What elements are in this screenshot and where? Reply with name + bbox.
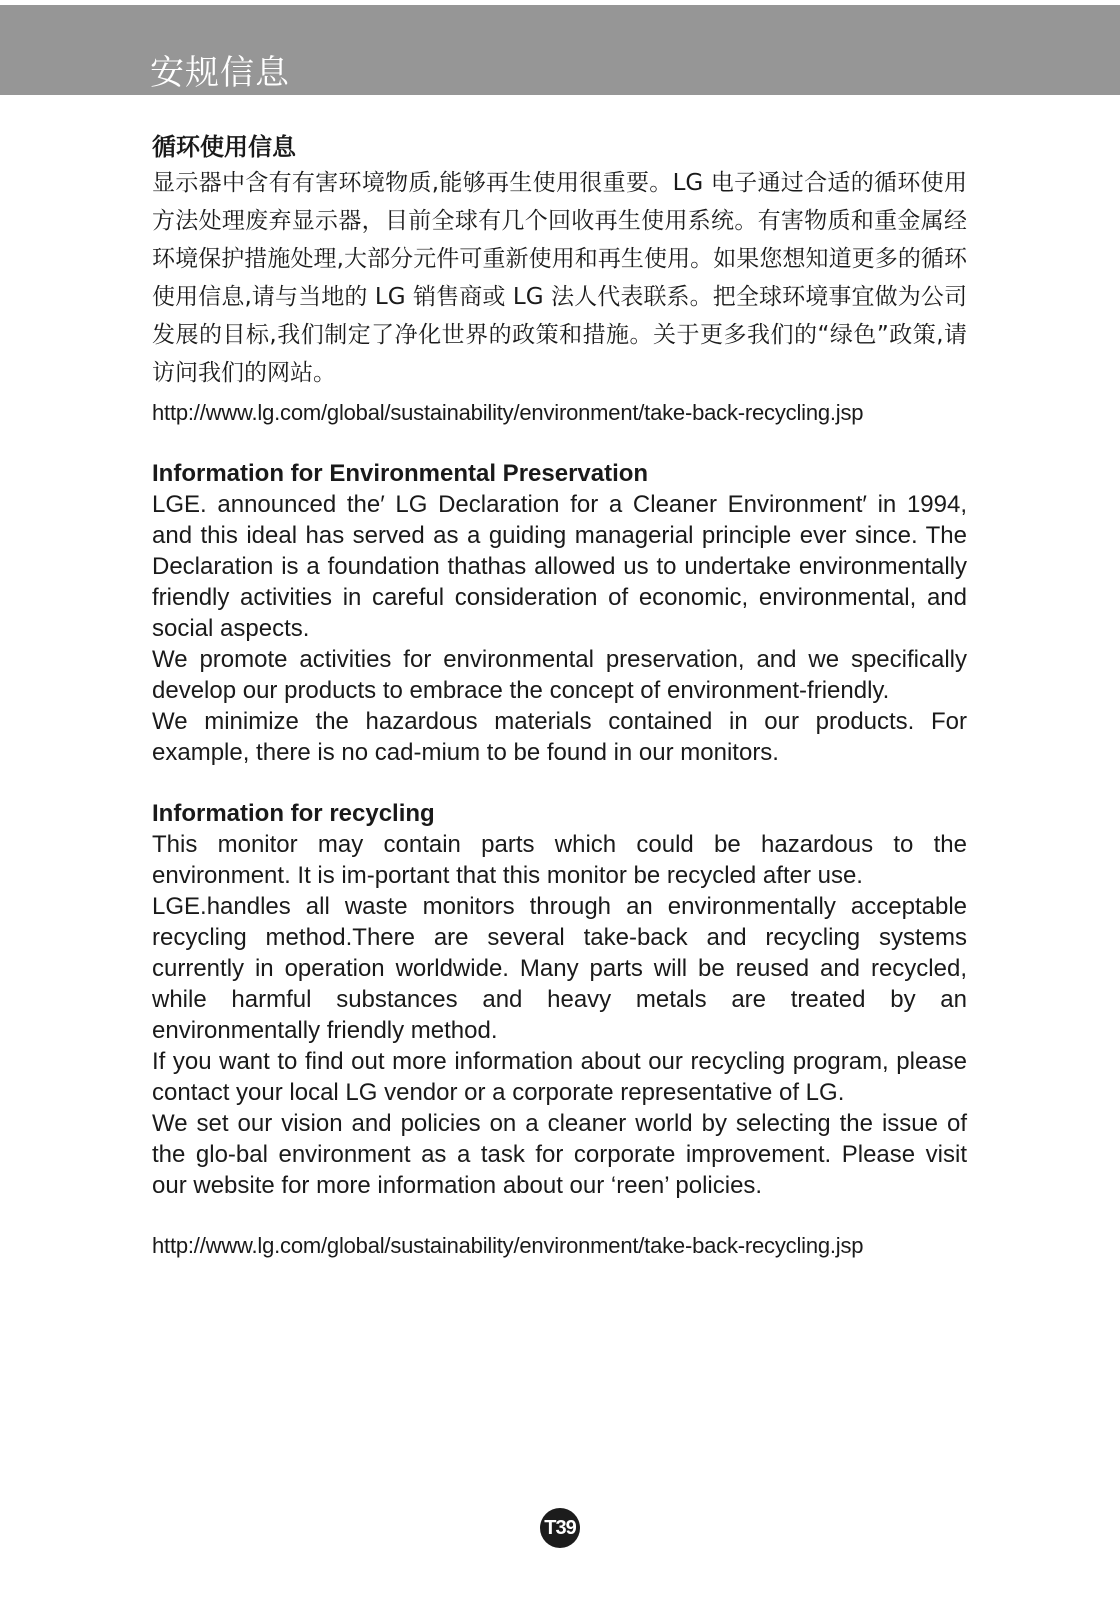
recycling-paragraph: If you want to find out more information about our recycling program, please contact your local LG vendor or a corporate representative of LG. <box>152 1048 967 1106</box>
cn-section-body: 显示器中含有有害环境物质,能够再生使用很重要。LG 电子通过合适的循环使用方法处理废弃显示器，目前全球有几个回收再生使用系统。有害物质和重金属经环境保护措施处理,大部分元件可重新使用和再生使用。如果您想知道更多的循环使用信息,请与当地的 LG 销售商或 LG 法人代表联系。把全球环境事宜做为公司发展的目标,我们制定了净化世界的政策和措施。关于更多我们的“绿色”政策,请访问我们的网站。 <box>152 170 967 386</box>
recycling-paragraph: This monitor may contain parts which could be hazardous to the environment. It is im-portant that this monitor be recycled after use. <box>152 831 967 889</box>
recycling-paragraph: LGE.handles all waste monitors through an environmentally acceptable recycling method.There are several take-back and recycling systems currently in operation worldwide. Many parts will be reused and recycled, while harmful substances and heavy metals are treated by an environmentally friendly method. <box>152 893 967 1044</box>
cn-section-url[interactable]: http://www.lg.com/global/sustainability/environment/take-back-recycling.jsp <box>152 400 864 425</box>
page-number-badge: T39 <box>540 1508 580 1548</box>
header-bar <box>0 5 1120 95</box>
env-section-heading: Information for Environmental Preservation <box>152 460 649 487</box>
recycling-section-heading: Information for recycling <box>152 800 435 827</box>
document-content <box>152 130 967 1261</box>
page-title: 安规信息 <box>150 53 290 93</box>
env-paragraph: We minimize the hazardous materials contained in our products. For example, there is no cad-mium to be found in our monitors. <box>152 708 967 766</box>
env-paragraph: We promote activities for environmental preservation, and we specifically develop our products to embrace the concept of environment-friendly. <box>152 646 967 704</box>
cn-recycling-section <box>152 130 967 428</box>
env-paragraph: LGE. announced the′ LG Declaration for a Cleaner Environment′ in 1994, and this ideal has served as a guiding managerial principle ever since. The Declaration is a foundation thathas allowed us to undertake environmentally friendly activities in careful consideration of economic, environmental, and social aspects. <box>152 491 967 642</box>
recycling-section <box>152 798 967 1261</box>
env-preservation-section <box>152 458 967 768</box>
cn-section-heading: 循环使用信息 <box>152 133 296 161</box>
recycling-section-url[interactable]: http://www.lg.com/global/sustainability/environment/take-back-recycling.jsp <box>152 1233 864 1258</box>
recycling-paragraph: We set our vision and policies on a cleaner world by selecting the issue of the glo-bal environment as a task for corporate improvement. Please visit our website for more information about our ‘reen’ policies. <box>152 1110 967 1199</box>
